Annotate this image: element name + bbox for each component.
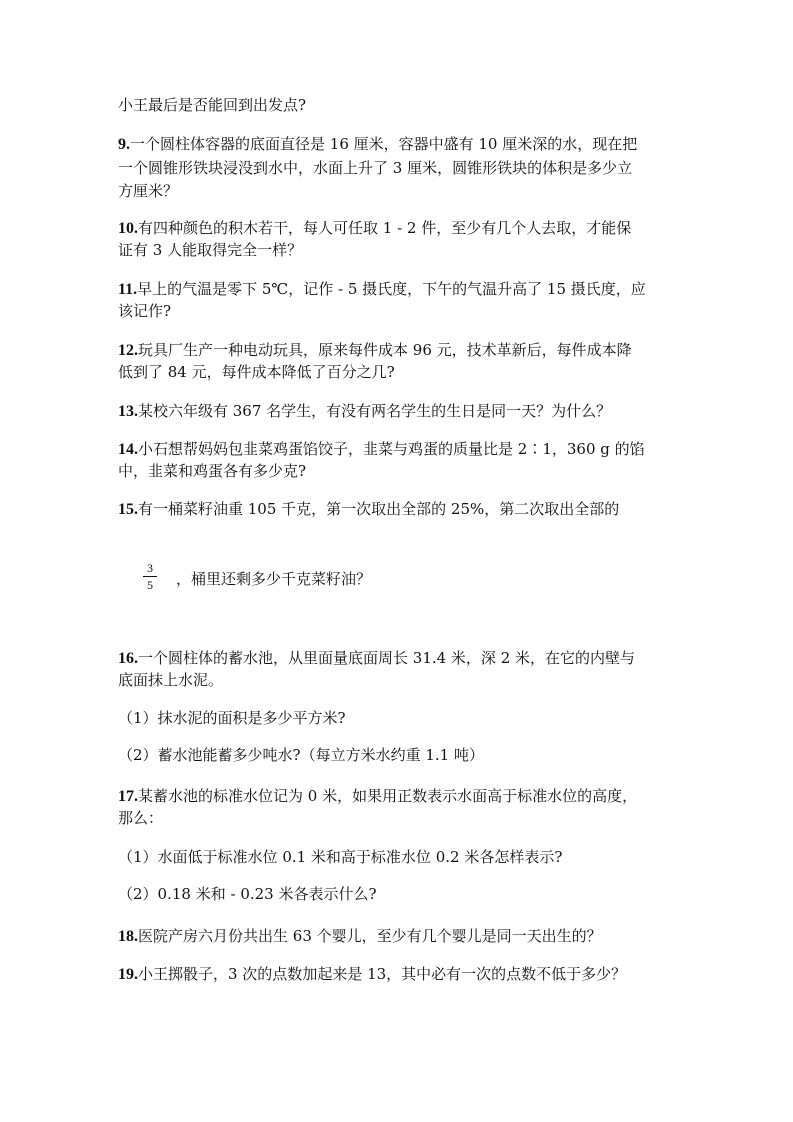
question-9-line-1 bbox=[118, 134, 637, 155]
question-text: 低到了 84 元，每件成本降低了百分之几? bbox=[118, 363, 395, 381]
question-16-subquestion-2 bbox=[118, 745, 484, 765]
subquestion-text: （2）0.18 米和 - 0.23 米各表示什么? bbox=[118, 885, 377, 903]
question-text: 医院产房六月份共出生 63 个婴儿，至少有几个婴儿是同一天出生的？ bbox=[138, 927, 602, 945]
question-16-line-2 bbox=[118, 670, 223, 690]
question-text: 有一桶菜籽油重 105 千克，第一次取出全部的 25%，第二次取出全部的 bbox=[138, 500, 620, 518]
question-16-subquestion-1 bbox=[118, 708, 346, 728]
question-text: ，桶里还剩多少千克菜籽油？ bbox=[176, 570, 372, 588]
question-19-line-1 bbox=[118, 964, 626, 985]
question-number: 19. bbox=[118, 966, 138, 983]
question-9-line-2 bbox=[118, 158, 632, 178]
question-17-line-2 bbox=[118, 808, 163, 828]
question-text: 某校六年级有 367 名学生，有没有两名学生的生日是同一天？为什么？ bbox=[138, 402, 612, 420]
fraction-bar bbox=[143, 576, 157, 577]
question-text: 早上的气温是零下 5℃，记作 - 5 摄氏度，下午的气温升高了 15 摄氏度，应 bbox=[137, 280, 646, 298]
question-12-line-1 bbox=[118, 340, 632, 361]
question-text: 该记作? bbox=[118, 302, 172, 320]
question-10-line-2 bbox=[118, 240, 302, 260]
question-17-subquestion-1 bbox=[118, 847, 562, 867]
question-text: 一个圆柱体的蓄水池，从里面量底面周长 31.4 米，深 2 米，在它的内壁与 bbox=[138, 649, 636, 667]
question-text: 有四种颜色的积木若干，每人可任取 1 - 2 件，至少有几个人去取，才能保 bbox=[138, 219, 632, 237]
question-text: 那么： bbox=[118, 809, 164, 827]
question-text: 方厘米？ bbox=[118, 182, 179, 200]
question-15-line-2 bbox=[176, 569, 371, 589]
question-number: 15. bbox=[118, 501, 138, 518]
question-text: 小王掷骰子，3 次的点数加起来是 13，其中必有一次的点数不低于多少？ bbox=[138, 965, 627, 983]
question-11-line-2 bbox=[118, 301, 171, 321]
question-number: 18. bbox=[118, 928, 138, 945]
question-number: 13. bbox=[118, 403, 138, 420]
fraction-numerator: 3 bbox=[147, 561, 153, 575]
line-text: 小王最后是否能回到出发点? bbox=[118, 96, 307, 114]
question-9-line-3 bbox=[118, 181, 178, 201]
question-number: 16. bbox=[118, 650, 138, 667]
question-text: 某蓄水池的标准水位记为 0 米，如果用正数表示水面高于标准水位的高度， bbox=[138, 787, 638, 805]
fraction-three-fifths bbox=[142, 561, 158, 592]
question-text: 底面抹上水泥。 bbox=[118, 671, 224, 689]
question-13-line-1 bbox=[118, 401, 611, 422]
question-number: 11. bbox=[118, 281, 138, 298]
text-line-continuation bbox=[118, 95, 306, 115]
question-16-line-1 bbox=[118, 648, 635, 669]
question-15-line-1 bbox=[118, 499, 619, 520]
question-17-line-1 bbox=[118, 786, 637, 807]
question-12-line-2 bbox=[118, 362, 395, 382]
question-18-line-1 bbox=[118, 926, 602, 947]
question-text: 证有 3 人能取得完全一样？ bbox=[118, 241, 303, 259]
subquestion-text: （2）蓄水池能蓄多少吨水?（每立方米水约重 1.1 吨） bbox=[118, 746, 484, 764]
question-text: 玩具厂生产一种电动玩具，原来每件成本 96 元，技术革新后，每件成本降 bbox=[138, 341, 632, 359]
subquestion-text: （1）抹水泥的面积是多少平方米? bbox=[118, 709, 346, 727]
question-11-line-1 bbox=[118, 279, 646, 300]
question-text: 一个圆锥形铁块浸没到水中，水面上升了 3 厘米，圆锥形铁块的体积是多少立 bbox=[118, 159, 633, 177]
question-14-line-1 bbox=[118, 439, 645, 460]
question-text: 一个圆柱体容器的底面直径是 16 厘米，容器中盛有 10 厘米深的水，现在把 bbox=[130, 135, 638, 153]
question-number: 10. bbox=[118, 220, 138, 237]
question-number: 14. bbox=[118, 441, 138, 458]
question-number: 17. bbox=[118, 788, 138, 805]
question-number: 12. bbox=[118, 342, 138, 359]
question-text: 小石想帮妈妈包韭菜鸡蛋馅饺子，韭菜与鸡蛋的质量比是 2∶1，360 g 的馅 bbox=[138, 440, 645, 458]
question-number: 9. bbox=[118, 136, 130, 153]
question-14-line-2 bbox=[118, 461, 306, 481]
fraction-denominator: 5 bbox=[147, 578, 153, 592]
question-text: 中，韭菜和鸡蛋各有多少克? bbox=[118, 462, 307, 480]
question-10-line-1 bbox=[118, 218, 631, 239]
question-17-subquestion-2 bbox=[118, 884, 377, 904]
subquestion-text: （1）水面低于标准水位 0.1 米和高于标准水位 0.2 米各怎样表示? bbox=[118, 848, 563, 866]
